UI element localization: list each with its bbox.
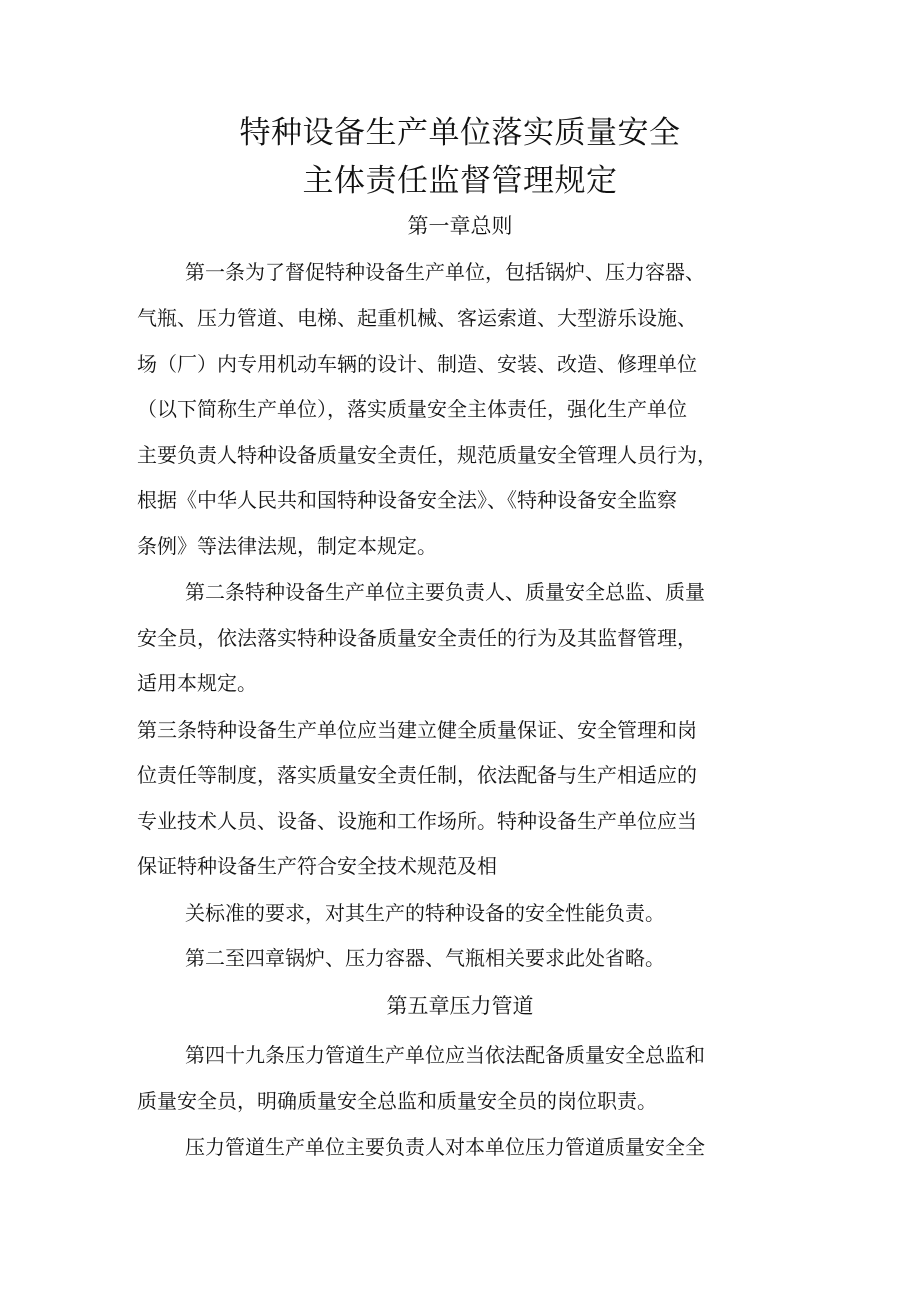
article-3-line-4: 保证特种设备生产符合安全技术规范及相 — [137, 854, 497, 878]
article-3-continued: 关标准的要求，对其生产的特种设备的安全性能负责。 — [185, 901, 665, 925]
article-2-line-3: 适用本规定。 — [137, 671, 257, 695]
article-3-line-2: 位责任等制度，落实质量安全责任制，依法配备与生产相适应的 — [137, 763, 697, 787]
article-3-line-1: 第三条特种设备生产单位应当建立健全质量保证、安全管理和岗 — [137, 718, 697, 742]
article-49-line-2: 质量安全员，明确质量安全总监和质量安全员的岗位职责。 — [137, 1089, 657, 1113]
document-title-line-2: 主体责任监督管理规定 — [302, 163, 618, 199]
article-2-line-2: 安全员，依法落实特种设备质量安全责任的行为及其监督管理， — [137, 626, 697, 650]
chapter-5-heading: 第五章压力管道 — [386, 994, 534, 1018]
article-1-line-7: 条例》等法律法规，制定本规定。 — [137, 534, 437, 558]
chapter-1-heading: 第一章总则 — [407, 214, 513, 238]
article-3-line-3: 专业技术人员、设备、设施和工作场所。特种设备生产单位应当 — [137, 809, 697, 833]
omitted-chapters-note: 第二至四章锅炉、压力容器、气瓶相关要求此处省略。 — [185, 946, 665, 970]
article-2-line-1: 第二条特种设备生产单位主要负责人、质量安全总监、质量 — [185, 580, 705, 604]
article-1-line-3: 场（厂）内专用机动车辆的设计、制造、安装、改造、修理单位 — [137, 352, 697, 376]
article-1-line-6: 根据《中华人民共和国特种设备安全法》、《特种设备安全监察 — [137, 488, 677, 512]
article-49-paragraph-2: 压力管道生产单位主要负责人对本单位压力管道质量安全全 — [185, 1135, 705, 1159]
article-1-line-2: 气瓶、压力管道、电梯、起重机械、客运索道、大型游乐设施、 — [137, 306, 697, 330]
article-1-line-5: 主要负责人特种设备质量安全责任，规范质量安全管理人员行为， — [137, 443, 717, 467]
article-1-line-4: （以下简称生产单位），落实质量安全主体责任，强化生产单位 — [137, 397, 687, 421]
article-49-line-1: 第四十九条压力管道生产单位应当依法配备质量安全总监和 — [185, 1043, 705, 1067]
article-1-line-1: 第一条为了督促特种设备生产单位，包括锅炉、压力容器、 — [185, 260, 705, 284]
document-title-line-1: 特种设备生产单位落实质量安全 — [239, 115, 681, 151]
